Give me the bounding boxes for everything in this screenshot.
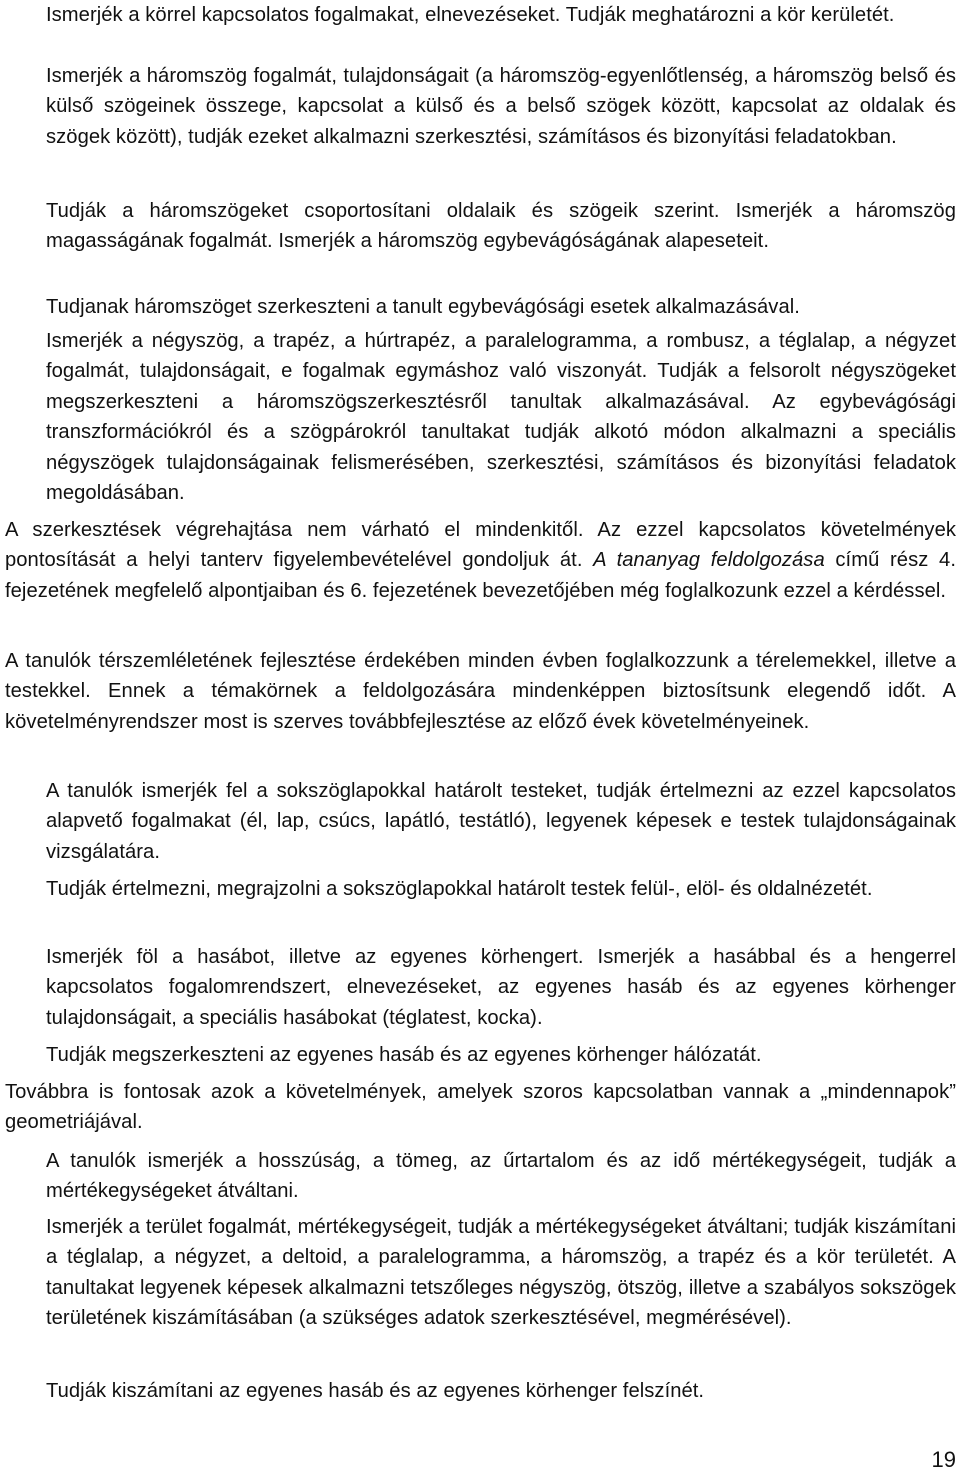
paragraph-polyhedra [46, 776, 956, 867]
paragraph-views [46, 874, 956, 904]
italic-reference: A tananyag feldolgozása [593, 549, 825, 572]
text-segment: A szerkesztések végrehajtása nem várható el mindenkitől. Az ezzel kapcsolatos követelmények pontosítását a helyi tanterv figyelembevételével gondoljuk át. [5, 519, 956, 572]
paragraph-nets [46, 1040, 956, 1070]
text-segment: Ismerjék a négyszög, a trapéz, a húrtrapéz, a paralelogramma, a rombusz, a téglalap, a négyzet fogalmát, tulajdonságait, e fogalmak egymáshoz való viszonyát. Tudják a felsorolt négyszögeket megszerkeszteni a háromszögszerkesztésről tanultak alkalmazásával. Az egybevágósági transzformációkról és a szögpárokról tanultakat tudják alkotó módon alkalmazni a speciális négyszögek tulajdonságainak felismerésében, szerkesztési, számításos és bizonyítási feladatok megoldásában. [46, 330, 956, 505]
paragraph-triangle-construction [46, 292, 956, 322]
paragraph-everyday-geometry [5, 1077, 956, 1138]
paragraph-circle-concepts [46, 0, 956, 30]
page-number: 19 [931, 1447, 956, 1472]
paragraph-quadrilaterals [46, 326, 956, 508]
text-segment: Tudják értelmezni, megrajzolni a sokszöglapokkal határolt testek felül-, elöl- és oldalnézetét. [46, 878, 873, 900]
text-segment: című rész 4. fejezetének megfelelő alpontjaiban és 6. fejezetének bevezetőjében még foglalkozunk ezzel a kérdéssel. [5, 549, 956, 602]
text-segment: A tanulók ismerjék a hosszúság, a tömeg, az űrtartalom és az idő mértékegységeit, tudják a mértékegységeket átváltani. [46, 1150, 956, 1203]
text-segment: Tudják megszerkeszteni az egyenes hasáb és az egyenes körhenger hálózatát. [46, 1044, 762, 1066]
text-segment: Ismerjék a terület fogalmát, mértékegységeit, tudják a mértékegységeket átváltani; tudják kiszámítani a téglalap, a négyzet, a deltoid, a paralelogramma, a háromszög, a trapéz és a kör területét. A tanultakat legyenek képesek alkalmazni tetszőleges négyszög, ötszög, illetve a szabályos sokszögek területének kiszámításában (a szükséges adatok szerkesztésével, megmérésével). [46, 1216, 956, 1330]
paragraph-triangle-properties [46, 61, 956, 152]
text-segment: Tudják a háromszögeket csoportosítani oldalaik és szögeik szerint. Ismerjék a háromszög magasságának fogalmát. Ismerjék a háromszög egybevágóságának alapeseteit. [46, 200, 956, 253]
text-segment: A tanulók ismerjék fel a sokszöglapokkal határolt testeket, tudják értelmezni az ezzel kapcsolatos alapvető fogalmakat (él, lap, csúcs, lapátló, testátló), legyenek képesek e testek tulajdonságainak vizsgálatára. [46, 780, 956, 863]
text-segment: A tanulók térszemléletének fejlesztése érdekében minden évben foglalkozzunk a térelemekkel, illetve a testekkel. Ennek a témakörnek a feldolgozására mindenképpen biztosítsunk elegendő időt. A követelményrendszer most is szerves továbbfejlesztése az előző évek követelményeinek. [5, 650, 956, 733]
paragraph-constructions-note [5, 515, 956, 606]
text-segment: Továbbra is fontosak azok a követelmények, amelyek szoros kapcsolatban vannak a „mindennapok” geometriájával. [5, 1081, 956, 1134]
paragraph-surface-area [46, 1376, 956, 1406]
paragraph-spatial-awareness [5, 646, 956, 737]
text-segment: Tudják kiszámítani az egyenes hasáb és az egyenes körhenger felszínét. [46, 1380, 705, 1402]
text-segment: Ismerjék a körrel kapcsolatos fogalmakat, elnevezéseket. Tudják meghatározni a kör kerületét. [46, 4, 895, 26]
paragraph-triangle-classification [46, 196, 956, 257]
paragraph-prism-cylinder [46, 942, 956, 1033]
text-segment: Ismerjék a háromszög fogalmát, tulajdonságait (a háromszög-egyenlőtlenség, a háromszög belső és külső szögeinek összege, kapcsolat a külső és a belső szögek között, kapcsolat az oldalak és szögek között), tudják ezeket alkalmazni szerkesztési, számításos és bizonyítási feladatokban. [46, 65, 956, 148]
paragraph-area [46, 1212, 956, 1334]
text-segment: Ismerjék föl a hasábot, illetve az egyenes körhengert. Ismerjék a hasábbal és a hengerrel kapcsolatos fogalomrendszert, elnevezéseket, az egyenes hasáb és az egyenes körhenger tulajdonságait, a speciális hasábokat (téglatest, kocka). [46, 946, 956, 1029]
text-segment: Tudjanak háromszöget szerkeszteni a tanult egybevágósági esetek alkalmazásával. [46, 296, 800, 318]
paragraph-units [46, 1146, 956, 1207]
